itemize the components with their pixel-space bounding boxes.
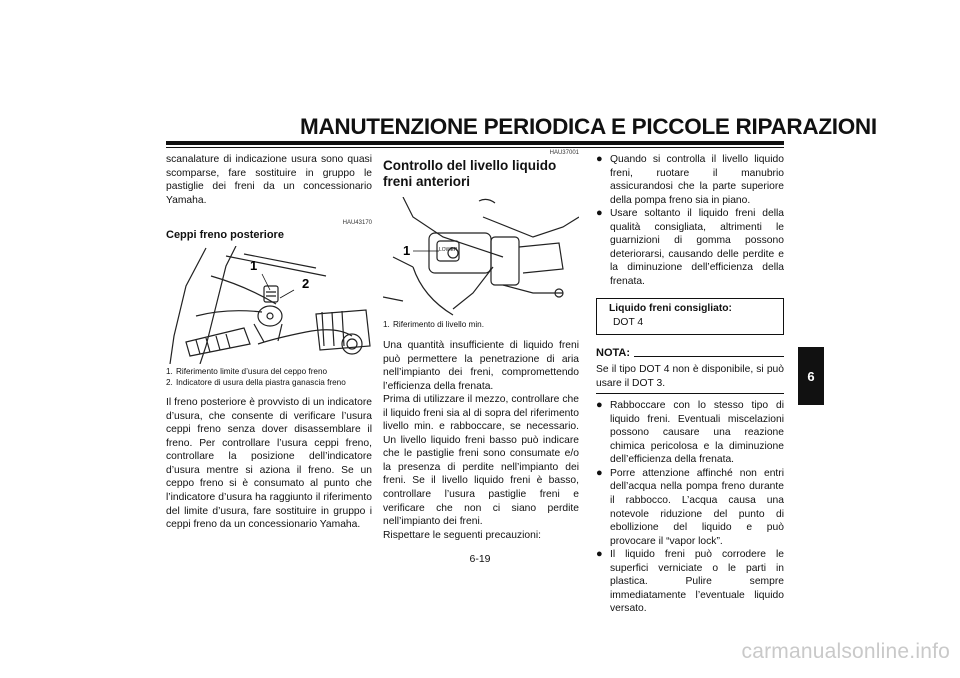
page-title: MANUTENZIONE PERIODICA E PICCOLE RIPARAZIONI xyxy=(300,114,877,139)
header-rule-thin xyxy=(166,147,784,148)
caption-item: 2. Indicatore di usura della piastra ganascia freno xyxy=(166,378,346,388)
list-item: ● Quando si controlla il livello liquido freni, ruotare il manubrio assicurandosi che la parte superiore della pompa freno sia in piano. xyxy=(596,153,784,206)
figure-captions xyxy=(166,366,372,388)
rear-brake-illustration xyxy=(166,246,372,364)
recommended-fluid-box xyxy=(596,298,784,334)
fluid-paragraph-1: Una quantità insufficiente di liquido freni può permettere la penetrazione di aria nell’impianto dei freni, compromettendo l’efficienza della frenata. xyxy=(383,340,579,392)
box-value: DOT 4 xyxy=(613,317,644,329)
brake-fluid-figure xyxy=(383,197,579,317)
chapter-tab: 6 xyxy=(798,347,824,405)
watermark: carmanualsonline.info xyxy=(741,640,950,663)
bullet-icon: ● xyxy=(596,466,603,479)
nota-list xyxy=(596,399,784,616)
section-code: HAU43170 xyxy=(342,220,372,227)
caption-item: 1. Riferimento limite d’usura del ceppo freno xyxy=(166,367,328,377)
list-item: ● Porre attenzione affinché non entri dell’acqua nella pompa freno durante il rabbocco. L’acqua causa una notevole riduzione del punto di ebollizione del liquido e può provocare il “vapor lock”. xyxy=(596,466,784,547)
nota-text: Se il tipo DOT 4 non è disponibile, si può usare il DOT 3. xyxy=(596,364,784,389)
figure-label-1: 1 xyxy=(250,258,258,274)
section-heading: Controllo del livello liquido freni anteriori xyxy=(383,158,557,189)
bullet-icon: ● xyxy=(596,399,603,412)
fluid-paragraph-3: Rispettare le seguenti precauzioni: xyxy=(383,529,541,541)
master-cylinder-illustration xyxy=(383,197,579,317)
column-2 xyxy=(383,149,579,542)
box-title: Liquido freni consigliato: xyxy=(609,303,732,315)
column-1 xyxy=(166,153,372,532)
nota-rule xyxy=(596,393,784,394)
bullet-icon: ● xyxy=(596,207,603,220)
figure-label-1: 1 xyxy=(403,243,411,258)
header-rule xyxy=(166,141,784,145)
list-item: ● Usare soltanto il liquido freni della qualità consigliata, altrimenti le guarnizioni di gomma possono deteriorarsi, causando delle perdite e la diminuzione dell’efficienza della frenata. xyxy=(596,207,784,287)
page-number: 6-19 xyxy=(469,553,491,565)
fluid-paragraph-2: Prima di utilizzare il mezzo, controllare che il liquido freni sia al di sopra del riferimento livello min. e rabboccare, se necessario. Un livello liquido freni basso può indicare che le pastiglie freni sono consumate e/o la presenza di perdite nell’impianto dei freni. Se il livello liquido freni è basso, controllare l’usura pastiglie freni e verificare che non ci siano perdite nell’impianto dei freni. xyxy=(383,394,579,528)
section-code: HAU37001 xyxy=(549,150,579,156)
figure-captions xyxy=(383,319,579,330)
nota-heading: NOTA: xyxy=(596,347,784,361)
list-item: ● Il liquido freni può corrodere le superfici verniciate o le parti in plastica. Pulire sempre immediatamente l’eventuale liquido versato. xyxy=(596,548,784,615)
bullet-icon: ● xyxy=(596,548,603,561)
column-3 xyxy=(596,153,784,616)
figure-label-2: 2 xyxy=(302,276,310,292)
lower-mark-text: LOWER xyxy=(439,247,458,253)
rear-brake-paragraph: Il freno posteriore è provvisto di un indicatore d’usura, che consente di verificare l’usura ceppi freno senza dover disassemblare il freno. Per controllare l’usura ceppi freno, controllare la posizione dell’indicatore d’usura mentre si aziona il freno. Se un ceppo freno si è consumato al punto che l’indicatore d’usura ha raggiunto il riferimento del limite d’usura, fare sostituire in gruppo i ceppi freno da un concessionario Yamaha. xyxy=(166,397,372,531)
list-item: ● Rabboccare con lo stesso tipo di liquido freni. Eventuali miscelazioni possono causare una reazione chimica pericolosa e la diminuzione dell’efficienza della frenata. xyxy=(596,399,784,466)
caption-item: 1. Riferimento di livello min. xyxy=(383,320,485,329)
rear-brake-figure xyxy=(166,246,372,364)
section-heading: Ceppi freno posteriore xyxy=(166,229,284,242)
intro-paragraph: scanalature di indicazione usura sono quasi scomparse, fare sostituire in gruppo le pastiglie dei freni da un concessionario Yamaha. xyxy=(166,154,372,206)
precautions-list xyxy=(596,153,784,288)
bullet-icon: ● xyxy=(596,153,603,165)
